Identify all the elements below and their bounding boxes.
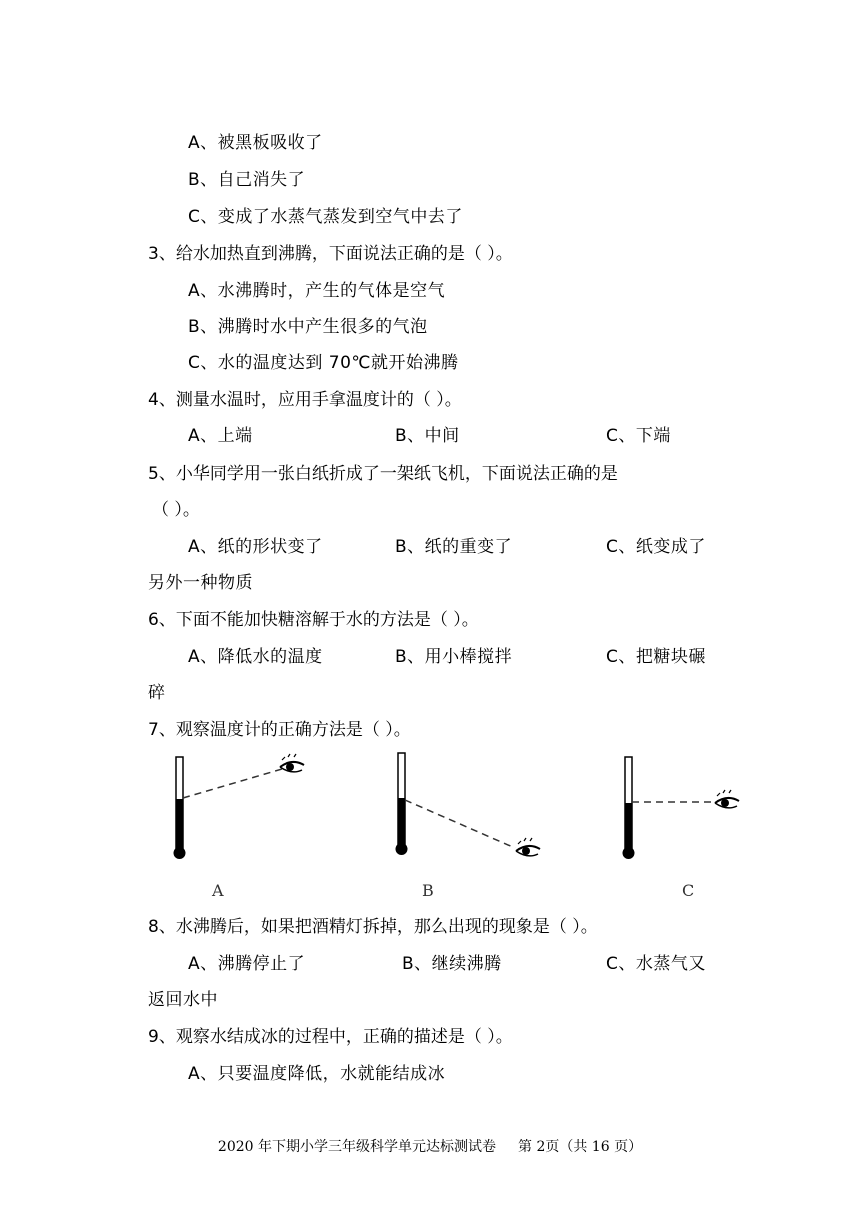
q7-stem: 7、观察温度计的正确方法是（ ）。 xyxy=(148,720,411,740)
thermometer-b xyxy=(396,753,541,856)
q3-stem: 3、给水加热直到沸腾，下面说法正确的是（ ）。 xyxy=(148,244,513,264)
q3-option-a: A、水沸腾时，产生的气体是空气 xyxy=(188,281,446,301)
thermometer-c xyxy=(623,757,740,859)
figure-label-c: C xyxy=(682,881,695,900)
page-footer xyxy=(0,1136,860,1156)
q2-option-c: C、变成了水蒸气蒸发到空气中去了 xyxy=(188,207,463,227)
q8-option-a: A、沸腾停止了 xyxy=(188,954,306,974)
q3-option-c: C、水的温度达到 70℃就开始沸腾 xyxy=(188,353,459,373)
q5-option-a: A、纸的形状变了 xyxy=(188,537,323,557)
eye-icon xyxy=(715,790,739,808)
footer-page-number: 第 2页（共 16 页） xyxy=(518,1139,643,1155)
q3-option-b: B、沸腾时水中产生很多的气泡 xyxy=(188,317,428,337)
figure-label-b: B xyxy=(422,881,434,900)
eye-icon xyxy=(516,838,540,856)
q5-stem: 5、小华同学用一张白纸折成了一架纸飞机，下面说法正确的是 xyxy=(148,464,618,484)
q4-option-c: C、下端 xyxy=(606,426,671,446)
q2-option-a: A、被黑板吸收了 xyxy=(188,133,323,153)
q5-option-c-wrap: 另外一种物质 xyxy=(148,573,253,593)
q2-option-b: B、自己消失了 xyxy=(188,170,306,190)
footer-title: 2020 年下期小学三年级科学单元达标测试卷 xyxy=(217,1139,496,1155)
q6-option-c-wrap: 碎 xyxy=(148,683,166,703)
q5-stem-blank: （ ）。 xyxy=(152,500,200,520)
q4-option-a: A、上端 xyxy=(188,426,253,446)
thermometer-figure xyxy=(0,745,860,905)
q4-option-b: B、中间 xyxy=(395,426,460,446)
q5-option-b: B、纸的重变了 xyxy=(395,537,513,557)
q9-stem: 9、观察水结成冰的过程中，正确的描述是（ ）。 xyxy=(148,1027,513,1047)
q8-option-b: B、继续沸腾 xyxy=(402,954,502,974)
thermometer-a xyxy=(174,754,305,859)
q4-stem: 4、测量水温时，应用手拿温度计的（ ）。 xyxy=(148,390,462,410)
q8-option-c-wrap: 返回水中 xyxy=(148,990,218,1010)
q9-option-a: A、只要温度降低，水就能结成冰 xyxy=(188,1064,446,1084)
q6-option-b: B、用小棒搅拌 xyxy=(395,647,513,667)
q5-option-c: C、纸变成了 xyxy=(606,537,706,557)
q8-option-c: C、水蒸气又 xyxy=(606,954,706,974)
q6-option-c: C、把糖块碾 xyxy=(606,647,706,667)
q8-stem: 8、水沸腾后，如果把酒精灯拆掉，那么出现的现象是（ ）。 xyxy=(148,917,598,937)
q6-stem: 6、下面不能加快糖溶解于水的方法是（ ）。 xyxy=(148,610,479,630)
q6-option-a: A、降低水的温度 xyxy=(188,647,323,667)
figure-label-a: A xyxy=(212,881,224,900)
eye-icon xyxy=(280,754,304,772)
